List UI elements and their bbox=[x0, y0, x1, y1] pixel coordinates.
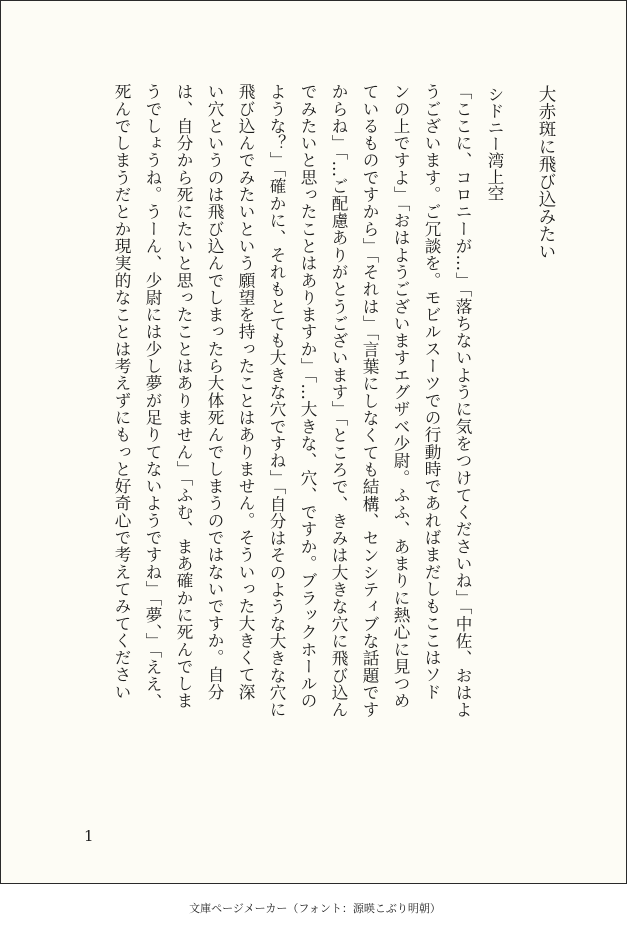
generator-credit: 文庫ページメーカー（フォント：源暎こぶり明朝） bbox=[189, 902, 441, 915]
body-line: うございます。ご冗談を。モビルスーツでの行動時であればまだしもここはソド bbox=[422, 83, 441, 701]
body-line: ような？」「確かに、それもとても大きな穴ですね」「自分はそのような大きな穴に bbox=[267, 83, 286, 719]
body-line: うでしょうね。うーん、少尉には少し夢が足りてないようですね」「夢、」「ええ、 bbox=[143, 83, 162, 710]
story-title: 大赤斑に飛び込みたい bbox=[536, 85, 556, 260]
body-line: は、自分から死にたいと思ったことはありません」「ふむ、まあ確かに死んでしま bbox=[174, 83, 193, 710]
body-line: ているものですから」「それは」「言葉にしなくても結構、センシティブな話題です bbox=[360, 83, 379, 719]
body-line: 飛び込んでみたいという願望を持ったことはありません。そういった大きくて深 bbox=[236, 83, 255, 701]
body-line: ンの上ですよ」「おはようございますエグザベ少尉。ふふ、あまりに熱心に見つめ bbox=[391, 83, 410, 710]
body-line: い穴というのは飛び込んでしまったら大体死んでしまうのではないですか。自分 bbox=[205, 83, 224, 701]
body-line: でみたいと思ったことはありますか」「…大きな、穴、ですか。ブラックホールの bbox=[298, 83, 317, 710]
body-line: からね」「…ご配慮ありがとうございます」「ところで、きみは大きな穴に飛び込ん bbox=[329, 83, 348, 719]
body-line: 「ここに、コロニーが…」「落ちないように気をつけてくださいね」「中佐、おはよ bbox=[453, 83, 472, 719]
author-name: シドニー湾上空 bbox=[485, 86, 504, 202]
body-line: 死んでしまうだとか現実的なことは考えずにもっと好奇心で考えてみてください bbox=[112, 83, 131, 701]
page-number: 1 bbox=[84, 827, 94, 845]
